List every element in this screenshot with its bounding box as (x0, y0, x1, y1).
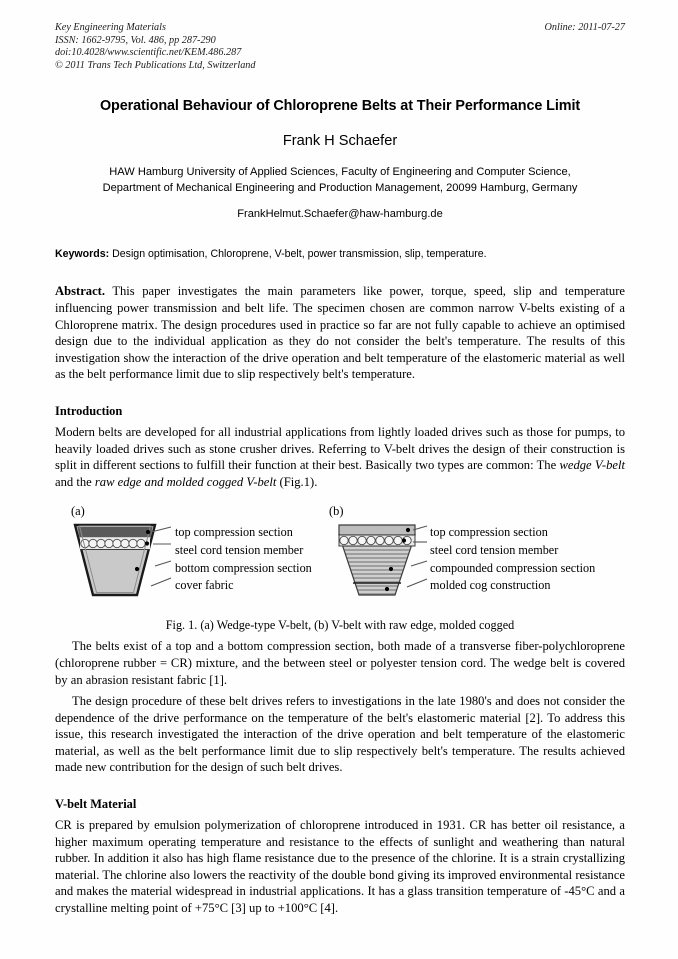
panel-a-label-0: top compression section (175, 525, 293, 540)
keywords-text: Design optimisation, Chloroprene, V-belt, power transmission, slip, temperature. (109, 248, 487, 261)
page-content (55, 22, 625, 917)
intro-p1-part3: (Fig.1). (276, 474, 318, 489)
journal-copyright: © 2011 Trans Tech Publications Ltd, Switzerland (55, 59, 256, 71)
introduction-paragraph-3: The design procedure of these belt drives refers to investigations in the late 1980's and does not consider the dependence of the drive performance on the temperature of the belt's elastomeric material [2]. To address this issue, this research investigated the interaction of the drive operation and belt temperature of the elastomeric material, as well as the belt performance limit due to slip respectively belt's temperature. The results achieved made new contribution for the design of such belt drives. (55, 694, 625, 775)
panel-b-label-2: compounded compression section (430, 560, 596, 575)
journal-doi: doi:10.4028/www.scientific.net/KEM.486.287 (55, 47, 242, 59)
intro-p1-italic2: raw edge and molded cogged V-belt (94, 474, 277, 489)
figure-caption: Fig. 1. (a) Wedge-type V-belt, (b) V-belt with raw edge, molded cogged (165, 618, 515, 633)
keywords-block (55, 247, 625, 261)
panel-b-label-3: molded cog construction (430, 578, 551, 593)
author-email: FrankHelmut.Schaefer@haw-hamburg.de (237, 208, 443, 221)
panel-a-labels (175, 524, 312, 594)
introduction-paragraph-1 (55, 424, 625, 490)
journal-issn: ISSN: 1662-9795, Vol. 486, pp 287-290 (55, 34, 216, 46)
abstract-label: Abstract. (55, 284, 106, 299)
affiliation-line-1: HAW Hamburg University of Applied Sciences, Faculty of Engineering and Computer Science, (109, 166, 571, 179)
panel-a-label-3: cover fabric (175, 578, 234, 593)
cogged-vbelt-diagram (325, 521, 430, 603)
panel-a-label-2: bottom compression section (175, 560, 312, 575)
abstract-text: This paper investigates the main parameters like power, torque, speed, slip and temperature influencing power transmission and belt life. The specimen chosen are common narrow V-belts existing of a Chloroprene matrix. The design procedures used in practice so far are not fully capable to achieve an optimised design due to the individual application as they do not consider the belt's temperature. The results of this investigation show the interaction of the drive operation and belt temperature of the elastomeric material as well as the belt performance limit due to slip respectively belt's temperature. (55, 284, 625, 382)
abstract-block (55, 283, 625, 383)
journal-header (55, 22, 625, 72)
panel-a-tag: (a) (71, 504, 85, 519)
affiliation-line-2: Department of Mechanical Engineering and Production Management, 20099 Hamburg, Germany (102, 181, 578, 194)
author-name: Frank H Schaefer (282, 133, 398, 150)
panel-b-label-0: top compression section (430, 525, 548, 540)
journal-title: Key Engineering Materials (55, 22, 166, 33)
panel-b-labels (430, 524, 595, 594)
keywords-label: Keywords: (55, 248, 110, 261)
online-date: Online: 2011-07-27 (544, 22, 625, 33)
intro-p1-part2: and the (55, 474, 95, 489)
intro-p1-part1: Modern belts are developed for all industrial applications from lightly loaded drives such as those for pumps, to heavily loaded drives such as stone crusher drives. Referring to V-belt drives the design of their construction is split in different sections to fulfill their function at their best. Basically two types are common: The (55, 424, 625, 473)
panel-b-tag: (b) (329, 504, 344, 519)
section-heading-introduction: Introduction (55, 403, 123, 418)
intro-p1-italic1: wedge V-belt (559, 458, 625, 473)
affiliation (55, 165, 625, 196)
wedge-vbelt-diagram (63, 521, 175, 603)
section-heading-vbelt-material: V-belt Material (55, 797, 137, 812)
panel-a-label-1: steel cord tension member (175, 542, 304, 557)
vbelt-material-paragraph-1: CR is prepared by emulsion polymerization of chloroprene introduced in 1931. CR has better oil resistance, a higher maximum operating temperature and resistance to the effects of sunlight and weathering than natural rubber. In addition it also has high flame resistance due to the presence of the chlorine. It is a strain crystallizing material. The chlorine also lowers the reactivity of the double bond giving its improved environmental resistance and makes the material widespread in industrial applications. It has a glass transition temperature of -45°C and a crystalline melting point of +75°C [3] up to +100°C [4]. (55, 818, 625, 916)
page-title: Operational Behaviour of Chloroprene Belts at Their Performance Limit (99, 98, 581, 115)
figure-1 (55, 504, 625, 616)
panel-b-label-1: steel cord tension member (430, 542, 559, 557)
introduction-paragraph-2: The belts exist of a top and a bottom compression section, both made of a transverse fiber-polychloroprene (chloroprene rubber = CR) mixture, and the between steel or polyester tension cord. The wedge belt is covered by an abrasion resistant fabric [1]. (55, 639, 625, 687)
